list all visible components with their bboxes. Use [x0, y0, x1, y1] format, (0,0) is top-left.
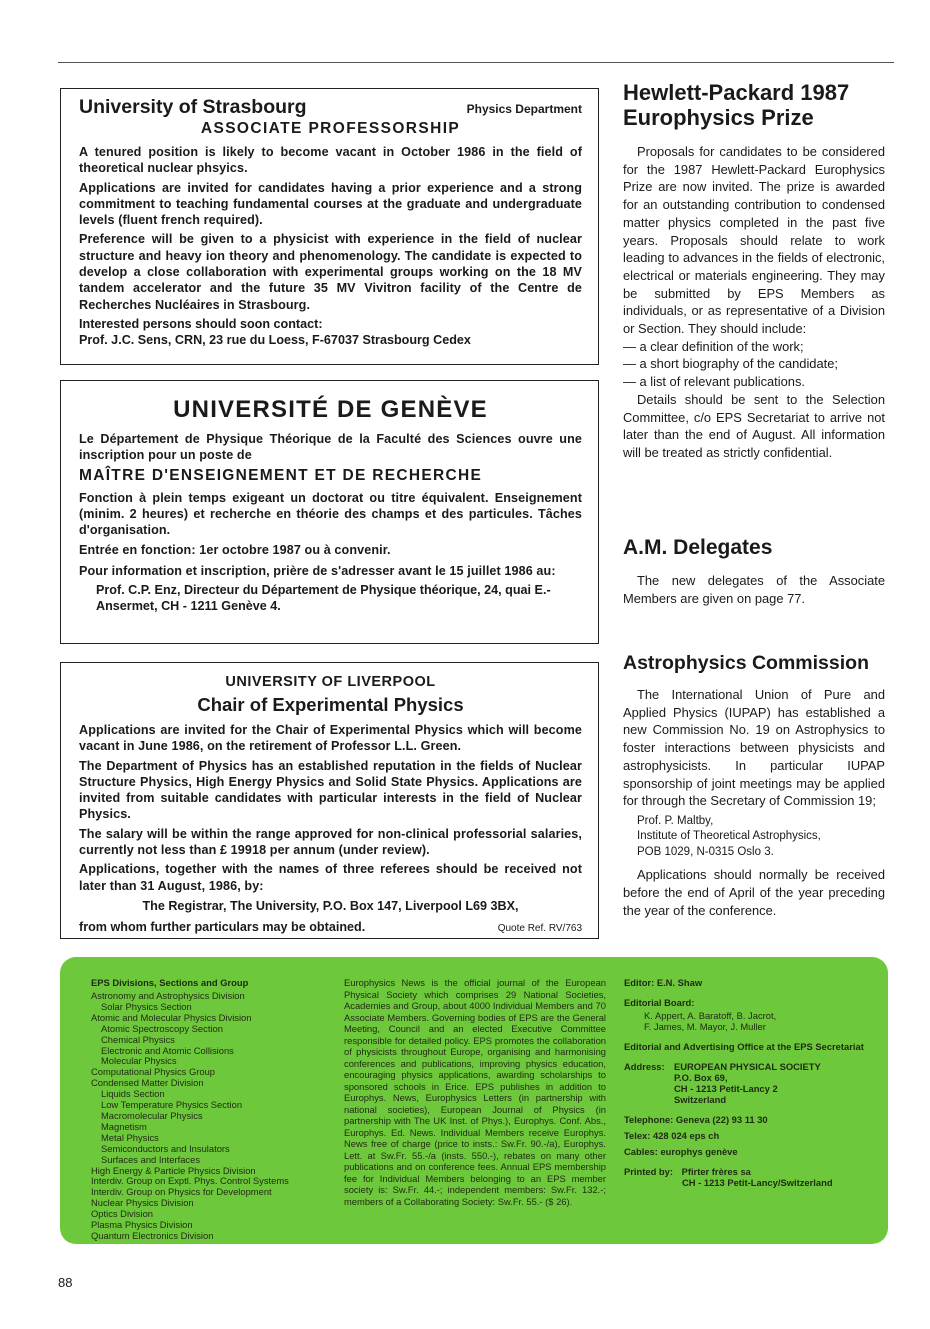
- hp-prize-para: Proposals for candidates to be considered for the 1987 Hewlett-Packard Europhysics Prize are now invited. The prize is awarded for an outstanding contribution to condensed matter physics completed in the past five years. Proposals should relate to work leading to advances in the fields of electronic, electrical or materials engineering. They may be submitted by EPS Members as individuals, or as representative of a Division or Section. They should include:: [623, 144, 885, 337]
- strasbourg-ad: [60, 88, 599, 365]
- division-item: Solar Physics Section: [101, 1000, 192, 1012]
- division-item: Chemical Physics: [101, 1033, 175, 1045]
- strasbourg-department: Physics Department: [466, 102, 582, 116]
- division-item: Interdiv. Group on Physics for Development: [91, 1186, 272, 1198]
- astro-para: The International Union of Pure and Applied Physics (IUPAP) has established a new Commission No. 19 on Astrophysics to foster interactions between physicists and astrophysicists. In particular IUPAP sponsorship of joint meetings may be applied for through the Secretary of Commission 19;: [623, 687, 885, 809]
- division-item: Liquids Section: [101, 1088, 165, 1100]
- division-item: Magnetism: [101, 1120, 147, 1132]
- liverpool-ref: Quote Ref. RV/763: [497, 923, 582, 935]
- address-line: CH - 1213 Petit-Lancy 2: [674, 1083, 778, 1094]
- divisions-title: EPS Divisions, Sections and Group: [91, 977, 249, 988]
- geneve-intro: Le Département de Physique Théorique de la Faculté des Sciences ouvre une inscription pour un poste de: [79, 432, 582, 463]
- division-item: Optics Division: [91, 1208, 153, 1220]
- liverpool-registrar: The Registrar, The University, P.O. Box 147, Liverpool L69 3BX,: [142, 898, 519, 913]
- am-delegates-text: The new delegates of the Associate Members are given on page 77.: [623, 573, 885, 606]
- hp-prize-title: Hewlett-Packard 1987 Europhysics Prize: [623, 80, 850, 130]
- liverpool-university: UNIVERSITY OF LIVERPOOL: [225, 674, 436, 690]
- printer-address: CH - 1213 Petit-Lancy/Switzerland: [682, 1177, 833, 1188]
- strasbourg-paragraph: A tenured position is likely to become vacant in October 1986 in the field of theoretical nuclear phsyics.: [79, 145, 582, 176]
- division-item: Nuclear Physics Division: [91, 1197, 194, 1209]
- strasbourg-contact: Prof. J.C. Sens, CRN, 23 rue du Loess, F-67037 Strasbourg Cedex: [79, 333, 471, 348]
- office-label: Editorial and Advertising Office at the EPS Secretariat: [624, 1041, 864, 1052]
- division-item: Quantum Electronics Division: [91, 1229, 214, 1241]
- liverpool-closing: from whom further particulars may be obtained.: [79, 920, 366, 935]
- strasbourg-position: ASSOCIATE PROFESSORSHIP: [200, 120, 461, 137]
- board-members: K. Appert, A. Baratoff, B. Jacrot,: [644, 1010, 777, 1021]
- astro-para: Applications should normally be received before the end of April of the year preceding the year of the conference.: [623, 867, 885, 918]
- address-line: EUROPEAN PHYSICAL SOCIETY: [674, 1061, 821, 1072]
- astro-address: [637, 814, 885, 861]
- masthead: [624, 977, 874, 1188]
- geneve-info: Pour information et inscription, prière de s'adresser avant le 15 juillet 1986 au:: [79, 563, 556, 578]
- liverpool-paragraph: The Department of Physics has an established reputation in the fields of Nuclear Structure Physics, High Energy Physics and Solid State Physics. Applications are invited from suitable candidates with particular interests in the field of Nuclear Physics.: [79, 758, 582, 822]
- cables: Cables: europhys genève: [624, 1146, 738, 1157]
- liverpool-position: Chair of Experimental Physics: [197, 694, 464, 715]
- geneve-university: UNIVERSITÉ DE GENÈVE: [173, 396, 488, 423]
- am-delegates-article: [623, 536, 885, 607]
- strasbourg-paragraph: Applications are invited for candidates having a prior experience and a strong commitment to teaching fundamental courses at the graduate and undergraduate levels (fluent french required).: [79, 180, 582, 228]
- liverpool-paragraph: Applications are invited for the Chair of Experimental Physics which will become vacant in June 1986, on the retirement of Professor L.L. Green.: [79, 723, 582, 754]
- hp-prize-item: — a short biography of the candidate;: [623, 356, 838, 372]
- geneve-duties: Fonction à plein temps exigeant un doctorat ou titre équivalent. Enseignement (minim. 2 heures) et recherche en théorie des champs et des particules. Tâches d'organisation.: [79, 490, 582, 538]
- hp-prize-article: [623, 80, 885, 462]
- division-item: Electronic and Atomic Collisions: [101, 1044, 234, 1056]
- division-item: Computational Physics Group: [91, 1066, 216, 1078]
- telephone: Telephone: Geneva (22) 93 11 30: [624, 1114, 768, 1125]
- strasbourg-contact-intro: Interested persons should soon contact:: [79, 316, 323, 331]
- division-item: Condensed Matter Division: [91, 1077, 204, 1089]
- strasbourg-paragraph: Preference will be given to a physicist with experience in the field of nuclear structure and heavy ion theory and phenomenology. The candidate is expected to develop a close collaboration with experimental groups working on the 18 MV tandem accelerator and the future 35 MV Vivitron facility of the Centre de Recherches Nucléaires in Strasbourg.: [79, 232, 582, 312]
- editor-name: E.N. Shaw: [656, 977, 703, 988]
- division-item: Macromolecular Physics: [101, 1109, 203, 1121]
- divisions-list: [91, 977, 331, 1242]
- division-item: Atomic Spectroscopy Section: [101, 1022, 223, 1034]
- page-number: 88: [58, 1275, 73, 1290]
- hp-prize-para: Details should be sent to the Selection Committee, c/o EPS Secretariat to arrive not later than the end of August. All information will be treated as strictly confidential.: [623, 391, 885, 460]
- geneve-start: Entrée en fonction: 1er octobre 1987 ou à convenir.: [79, 543, 391, 558]
- board-members: F. James, M. Mayor, J. Muller: [644, 1021, 766, 1032]
- eps-about: Europhysics News is the official journal of the European Physical Society which comprises 29 National Societies, Academies and Group, about 4000 Individual Members and 70 Associate Members. Governing bodies of EPS are the General Meeting, Council and an elected Executive Committee responsible for detailed policy. EPS promotes the collaboration of physicists throughout Europe, organising and harmonising conferences and publications, improving physics education, encouraging physics applications, awarding scholarships to sponsored schools in Erice. EPS publishes in addition to Europhys. News, Europhysics Letters (in partnership with national societies), European Journal of Physics (in partnership with The UK Inst. of Phys.), Europhys. Conf. Abs., Europhys. Ed. News. Individual Members receive Europhys. News free of charge (price to insts.: Sw.Fr. 90.-/a), Europhys. Lett. at Sw.Fr. 55.-/a (insts. 550.-), rebates on many other publications and on conference fees. Annual EPS membership fee for Individual Members belonging to an EPS member society is: Sw.Fr. 44.-; independent members: Sw.Fr. 132.-; members of a Collaborating Society: Sw.Fr. 55.- ($ 26).: [344, 977, 606, 1207]
- division-item: Molecular Physics: [101, 1055, 177, 1067]
- liverpool-paragraph: The salary will be within the range approved for non-clinical professorial salaries, currently not less than £ 19918 per annum (under review).: [79, 826, 582, 858]
- eps-info-panel: [60, 957, 888, 1244]
- division-item: Astronomy and Astrophysics Division: [91, 990, 245, 1001]
- hp-prize-item: — a clear definition of the work;: [623, 338, 804, 354]
- astro-commission-article: [623, 651, 885, 920]
- geneve-ad: [60, 380, 599, 644]
- division-item: High Energy & Particle Physics Division: [91, 1164, 256, 1176]
- astro-address-line: Institute of Theoretical Astrophysics,: [637, 830, 821, 843]
- printed-label: Printed by:: [624, 1166, 673, 1177]
- liverpool-paragraph: Applications, together with the names of three referees should be received not later than 31 August, 1986, by:: [79, 862, 582, 893]
- division-item: Metal Physics: [101, 1131, 159, 1143]
- division-item: Low Temperature Physics Section: [101, 1099, 243, 1111]
- astro-address-line: POB 1029, N-0315 Oslo 3.: [637, 845, 774, 858]
- liverpool-ad: [60, 662, 599, 939]
- strasbourg-university: University of Strasbourg: [79, 96, 307, 118]
- division-item: Plasma Physics Division: [91, 1219, 193, 1231]
- address-line: P.O. Box 69,: [674, 1072, 728, 1083]
- division-item: Interdiv. Group on Exptl. Phys. Control Systems: [91, 1175, 289, 1187]
- telex: Telex: 428 024 eps ch: [624, 1130, 720, 1141]
- astro-address-line: Prof. P. Maltby,: [637, 814, 714, 827]
- board-label: Editorial Board:: [624, 997, 695, 1008]
- am-delegates-title: A.M. Delegates: [623, 536, 773, 559]
- division-item: Atomic and Molecular Physics Division: [91, 1011, 252, 1023]
- top-rule: [58, 62, 894, 63]
- astro-title: Astrophysics Commission: [623, 652, 869, 674]
- address-line: Switzerland: [674, 1094, 727, 1105]
- geneve-address: Prof. C.P. Enz, Directeur du Département de Physique théorique, 24, quai E.-Ansermet, CH - 1211 Genève 4.: [96, 583, 551, 614]
- division-item: Semiconductors and Insulators: [101, 1142, 230, 1154]
- geneve-position: MAÎTRE D'ENSEIGNEMENT ET DE RECHERCHE: [79, 466, 483, 484]
- address-label: Address:: [624, 1061, 665, 1072]
- printer: Pfirter frères sa: [681, 1166, 751, 1177]
- editor-label: Editor:: [624, 977, 655, 988]
- division-item: Surfaces and Interfaces: [101, 1153, 201, 1165]
- hp-prize-item: — a list of relevant publications.: [623, 374, 805, 390]
